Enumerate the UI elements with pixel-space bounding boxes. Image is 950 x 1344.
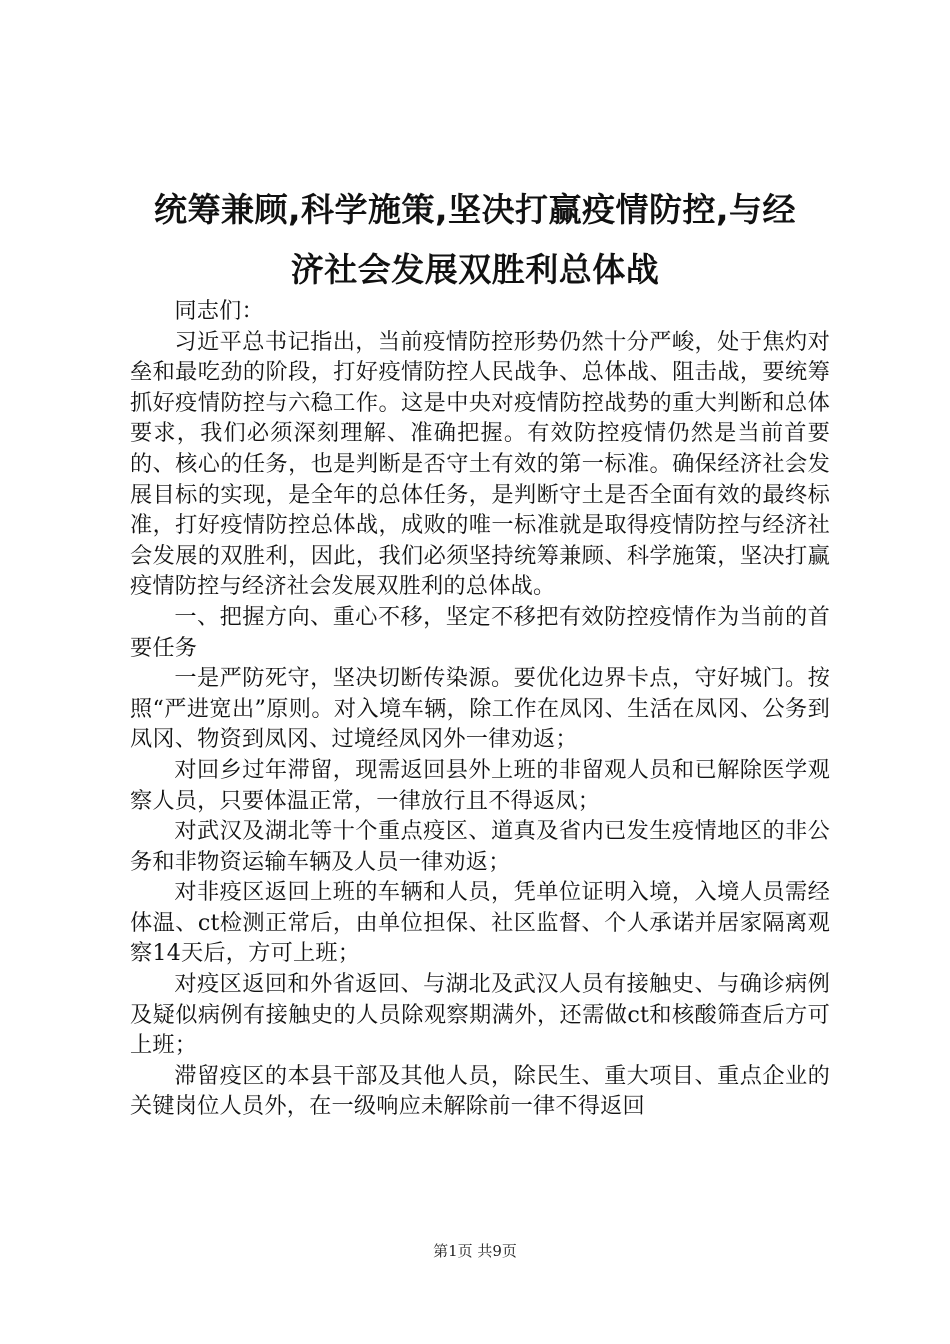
title-line-2: 济社会发展双胜利总体战 — [290, 250, 660, 289]
section-heading: 一、把握方向、重心不移，坚定不移把有效防控疫情作为当前的首要任务 — [130, 603, 830, 661]
paragraph: 对非疫区返回上班的车辆和人员，凭单位证明入境，入境人员需经体温、ct检测正常后，由单位担保、社区监督、个人承诺并居家隔离观察14天后，方可上班； — [130, 879, 830, 967]
paragraph: 习近平总书记指出，当前疫情防控形势仍然十分严峻，处于焦灼对垒和最吃劲的阶段，打好疫情防控人民战争、总体战、阻击战，要统筹抓好疫情防控与六稳工作。这是中央对疫情防控战势的重大判断和总体要求，我们必须深刻理解、准确把握。有效防控疫情仍然是当前首要的、核心的任务，也是判断是否守土有效的第一标准。确保经济社会发展目标的实现，是全年的总体任务，是判断守土是否全面有效的最终标准，打好疫情防控总体战，成败的唯一标准就是取得疫情防控与经济社会发展的双胜利，因此，我们必须坚持统筹兼顾、科学施策，坚决打赢疫情防控与经济社会发展双胜利的总体战。 — [130, 328, 830, 600]
salutation: 同志们： — [174, 298, 264, 324]
paragraph: 对武汉及湖北等十个重点疫区、道真及省内已发生疫情地区的非公务和非物资运输车辆及人员一律劝返； — [130, 818, 830, 875]
paragraph: 对疫区返回和外省返回、与湖北及武汉人员有接触史、与确诊病例及疑似病例有接触史的人员除观察期满外，还需做ct和核酸筛查后方可上班； — [130, 971, 830, 1059]
title-line-1: 统筹兼顾,科学施策,坚决打赢疫情防控,与经 — [153, 190, 797, 229]
paragraph: 一是严防死守，坚决切断传染源。要优化边界卡点，守好城门。按照“严进宽出”原则。对入境车辆，除工作在凤冈、生活在凤冈、公务到凤冈、物资到凤冈、过境经凤冈外一律劝返； — [130, 665, 830, 753]
document-title — [120, 180, 830, 300]
paragraph: 对回乡过年滞留，现需返回县外上班的非留观人员和已解除医学观察人员，只要体温正常，一律放行且不得返凤； — [130, 756, 830, 814]
page-footer: 第1页 共9页 — [433, 1242, 517, 1260]
document-body — [130, 296, 830, 1122]
paragraph: 滞留疫区的本县干部及其他人员，除民生、重大项目、重点企业的关键岗位人员外，在一级响应未解除前一律不得返回 — [130, 1062, 830, 1120]
